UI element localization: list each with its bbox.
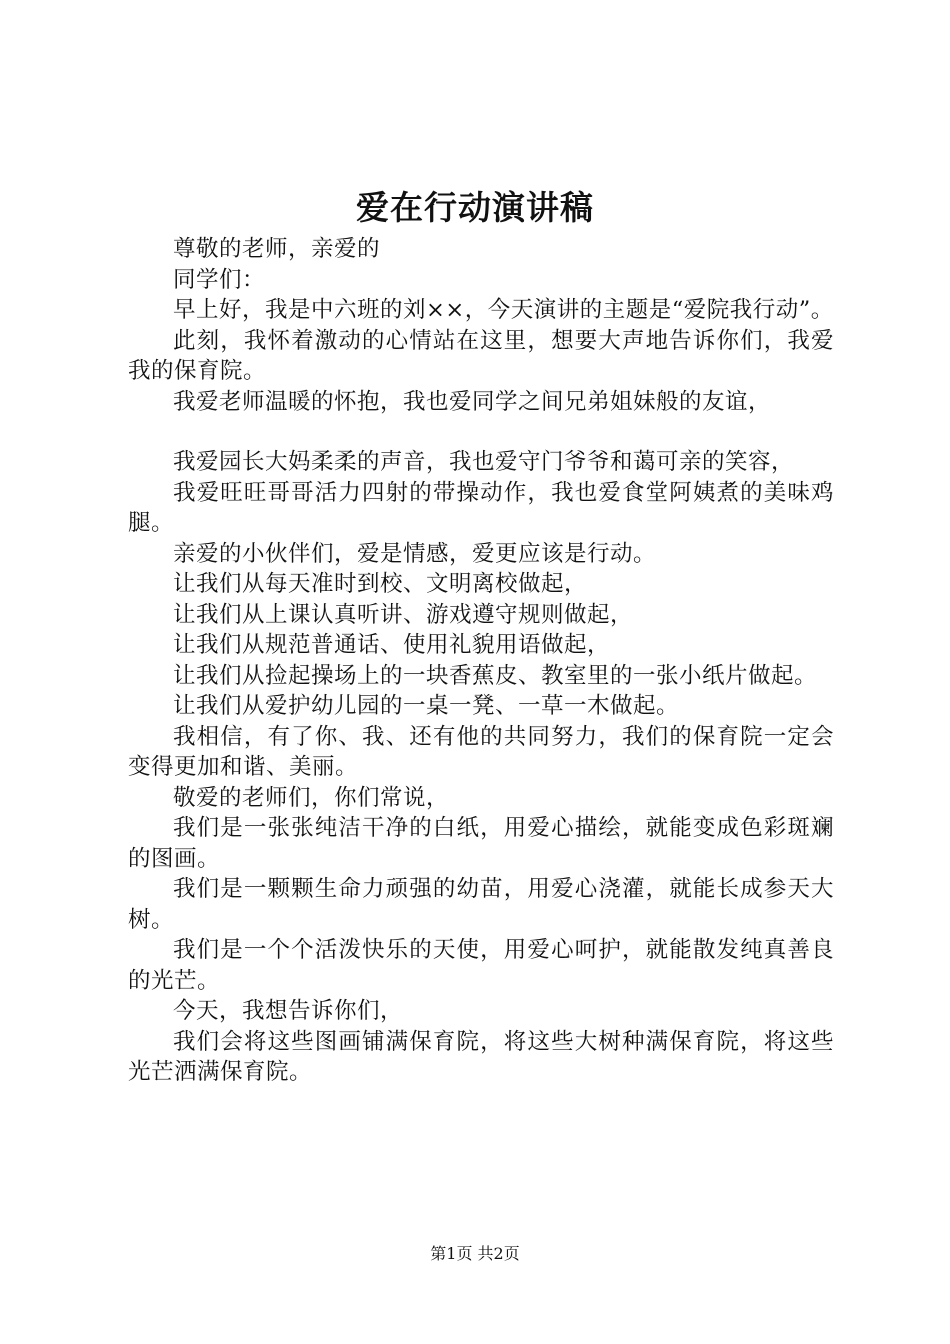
paragraph: 同学们：	[173, 266, 266, 293]
paragraph: 亲爱的小伙伴们，爱是情感，爱更应该是行动。	[173, 540, 657, 567]
page-footer: 第1页 共2页	[430, 1244, 520, 1263]
paragraph: 我们是一张张纯洁干净的白纸，用爱心描绘，就能变成色彩斑斓的图画。	[128, 815, 834, 872]
paragraph: 让我们从每天准时到校、文明离校做起，	[173, 571, 588, 597]
paragraph: 让我们从爱护幼儿园的一桌一凳、一草一木做起。	[173, 693, 680, 719]
paragraph: 让我们从规范普通话、使用礼貌用语做起，	[173, 632, 611, 658]
paragraph: 我爱旺旺哥哥活力四射的带操动作，我也爱食堂阿姨煮的美味鸡腿。	[128, 479, 834, 536]
paragraph: 让我们从捡起操场上的一块香蕉皮、教室里的一张小纸片做起。	[173, 662, 818, 689]
paragraph: 我相信，有了你、我、还有他的共同努力，我们的保育院一定会变得更加和谐、美丽。	[128, 723, 834, 780]
paragraph: 让我们从上课认真听讲、游戏遵守规则做起，	[173, 601, 634, 628]
document-title: 爱在行动演讲稿	[356, 188, 594, 227]
paragraph: 我们会将这些图画铺满保育院，将这些大树种满保育院，将这些光芒洒满保育院。	[128, 1028, 834, 1085]
paragraph: 我们是一个个活泼快乐的天使，用爱心呵护，就能散发纯真善良的光芒。	[128, 937, 834, 994]
paragraph: 此刻，我怀着激动的心情站在这里，想要大声地告诉你们，我爱我的保育院。	[128, 327, 834, 384]
paragraph: 我爱老师温暖的怀抱，我也爱同学之间兄弟姐妹般的友谊，	[173, 388, 772, 415]
document-body	[128, 234, 834, 1088]
paragraph: 尊敬的老师，亲爱的	[173, 236, 381, 262]
paragraph: 我们是一颗颗生命力顽强的幼苗，用爱心浇灌，就能长成参天大树。	[128, 876, 834, 933]
paragraph: 今天，我想告诉你们，	[173, 998, 404, 1024]
paragraph: 早上好，我是中六班的刘××，今天演讲的主题是“爱院我行动”。	[173, 297, 834, 323]
paragraph: 我爱园长大妈柔柔的声音，我也爱守门爷爷和蔼可亲的笑容，	[173, 449, 795, 475]
paragraph: 敬爱的老师们，你们常说，	[173, 784, 450, 811]
